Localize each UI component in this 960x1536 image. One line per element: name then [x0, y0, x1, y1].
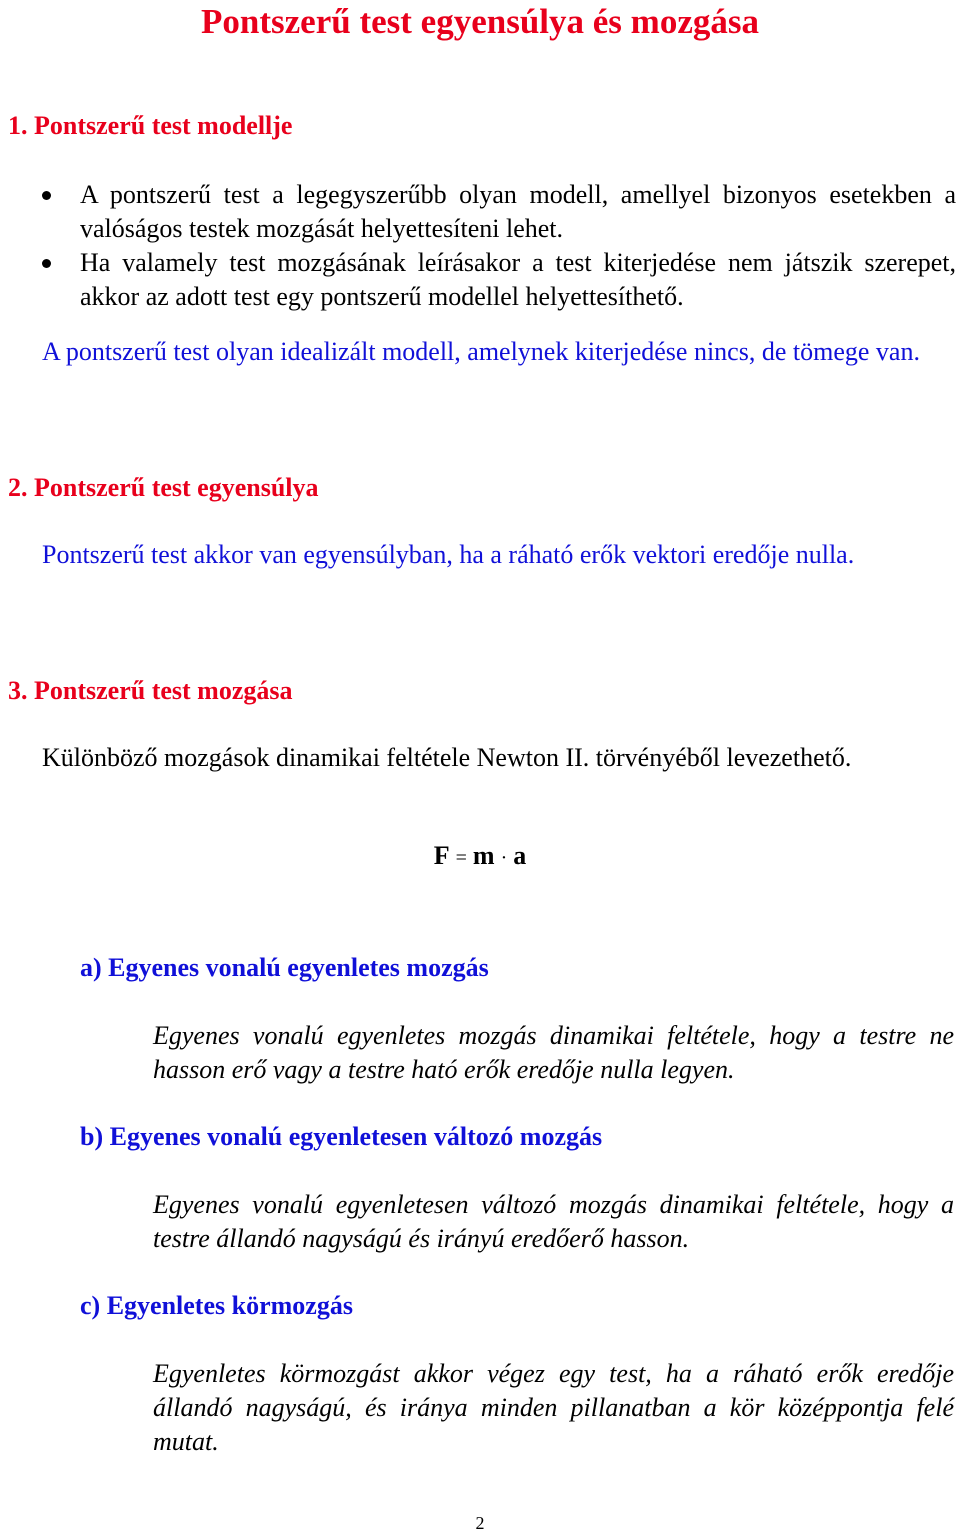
section-1-heading: 1. Pontszerű test modellje: [8, 111, 293, 140]
equilibrium-condition: Pontszerű test akkor van egyensúlyban, ha a ráható erők vektori eredője nulla.: [42, 540, 855, 569]
subsection-b-text: Egyenes vonalú egyenletesen változó mozgás dinamikai feltétele, hogy a testre állandó nagyságú és irányú eredőerő hasson.: [153, 1190, 954, 1253]
bullet-item: [42, 246, 956, 314]
subsection-c-heading: c) Egyenletes körmozgás: [80, 1291, 353, 1320]
page-number: 2: [475, 1513, 485, 1533]
newton-second-law-formula: [0, 839, 960, 875]
formula-acceleration: a: [513, 841, 527, 870]
bullet-text: Ha valamely test mozgásának leírásakor a test kiterjedése nem játszik szerepet, akkor az adott test egy pontszerű modellel helyettesíthető.: [80, 248, 956, 311]
section-3-heading: 3. Pontszerű test mozgása: [8, 676, 293, 705]
subsection-c-text: Egyenletes körmozgást akkor végez egy test, ha a ráható erők eredője állandó nagyságú, és iránya minden pillanatban a kör középpontja felé mutat.: [153, 1359, 954, 1456]
bullet-item: [42, 178, 956, 246]
subsection-a-heading: a) Egyenes vonalú egyenletes mozgás: [80, 953, 489, 982]
bullet-icon: [42, 259, 51, 268]
bullet-text: A pontszerű test a legegyszerűbb olyan modell, amellyel bizonyos esetekben a valóságos testek mozgását helyettesíteni lehet.: [80, 180, 956, 243]
formula-equals: =: [455, 847, 467, 869]
subsection-a-text: Egyenes vonalú egyenletes mozgás dinamikai feltétele, hogy a testre ne hasson erő vagy a testre ható erők eredője nulla legyen.: [153, 1021, 954, 1084]
bullet-icon: [42, 191, 51, 200]
section-3-intro: Különböző mozgások dinamikai feltétele Newton II. törvényéből levezethető.: [42, 743, 852, 772]
section-1-bullet-list: [42, 178, 956, 314]
formula-dot: ·: [500, 847, 508, 869]
page-title: Pontszerű test egyensúlya és mozgása: [201, 2, 759, 41]
formula-mass: m: [472, 841, 495, 870]
point-mass-definition: A pontszerű test olyan idealizált modell, amelynek kiterjedése nincs, de tömege van.: [42, 337, 920, 366]
subsection-b-heading: b) Egyenes vonalú egyenletesen változó mozgás: [80, 1122, 603, 1151]
section-2-heading: 2. Pontszerű test egyensúlya: [8, 473, 319, 502]
formula-force: F: [433, 841, 450, 870]
